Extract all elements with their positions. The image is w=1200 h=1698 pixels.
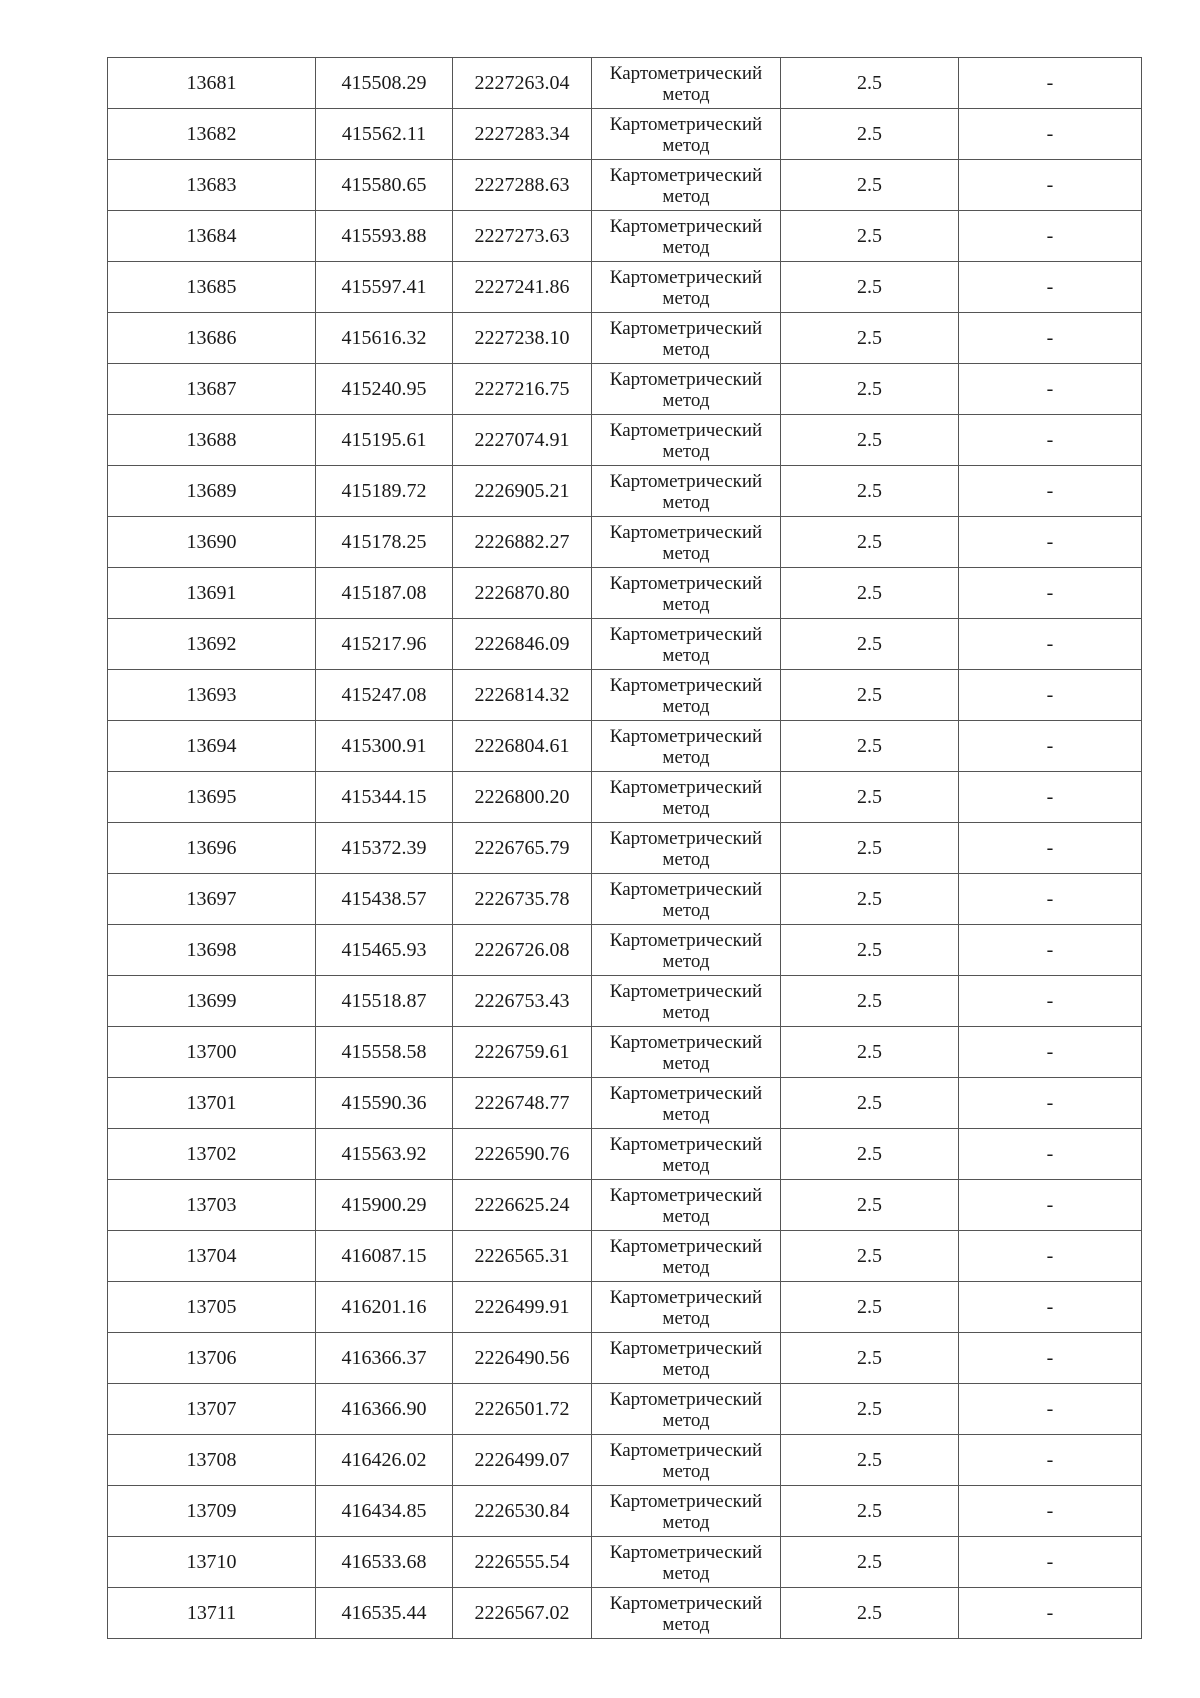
x-coordinate-cell: 415558.58 (316, 1027, 453, 1078)
y-coordinate-cell: 2226490.56 (453, 1333, 592, 1384)
method-line-1: Картометрический (609, 521, 763, 543)
point-number-cell: 13705 (108, 1282, 316, 1333)
y-coordinate-cell: 2226748.77 (453, 1078, 592, 1129)
y-coordinate-cell: 2226765.79 (453, 823, 592, 874)
precision-cell: 2.5 (781, 364, 959, 415)
x-coordinate-cell: 415900.29 (316, 1180, 453, 1231)
method-cell (592, 415, 781, 466)
y-coordinate-cell: 2226846.09 (453, 619, 592, 670)
precision-cell: 2.5 (781, 1231, 959, 1282)
point-number-cell: 13690 (108, 517, 316, 568)
y-coordinate-cell: 2227241.86 (453, 262, 592, 313)
note-cell: - (959, 721, 1142, 772)
method-line-2: метод (662, 542, 710, 564)
precision-cell: 2.5 (781, 211, 959, 262)
y-coordinate-cell: 2226625.24 (453, 1180, 592, 1231)
method-line-2: метод (662, 1562, 710, 1584)
method-cell (592, 466, 781, 517)
x-coordinate-cell: 415240.95 (316, 364, 453, 415)
method-cell (592, 1078, 781, 1129)
note-cell: - (959, 1384, 1142, 1435)
table-row (108, 1078, 1142, 1129)
method-cell (592, 1537, 781, 1588)
table-row (108, 1180, 1142, 1231)
note-cell: - (959, 1078, 1142, 1129)
note-cell: - (959, 670, 1142, 721)
method-line-2: метод (662, 185, 710, 207)
note-cell: - (959, 415, 1142, 466)
method-line-1: Картометрический (609, 572, 763, 594)
y-coordinate-cell: 2226800.20 (453, 772, 592, 823)
point-number-cell: 13707 (108, 1384, 316, 1435)
precision-cell: 2.5 (781, 58, 959, 109)
table-row (108, 976, 1142, 1027)
precision-cell: 2.5 (781, 568, 959, 619)
point-number-cell: 13697 (108, 874, 316, 925)
table-row (108, 619, 1142, 670)
x-coordinate-cell: 415597.41 (316, 262, 453, 313)
table-row (108, 568, 1142, 619)
point-number-cell: 13691 (108, 568, 316, 619)
x-coordinate-cell: 415178.25 (316, 517, 453, 568)
y-coordinate-cell: 2226499.07 (453, 1435, 592, 1486)
method-cell (592, 1588, 781, 1639)
method-line-1: Картометрический (609, 776, 763, 798)
table-row (108, 466, 1142, 517)
note-cell: - (959, 1027, 1142, 1078)
method-line-1: Картометрический (609, 623, 763, 645)
note-cell: - (959, 772, 1142, 823)
method-line-2: метод (662, 1307, 710, 1329)
x-coordinate-cell: 416533.68 (316, 1537, 453, 1588)
method-line-2: метод (662, 1001, 710, 1023)
precision-cell: 2.5 (781, 313, 959, 364)
method-line-2: метод (662, 797, 710, 819)
point-number-cell: 13698 (108, 925, 316, 976)
note-cell: - (959, 1537, 1142, 1588)
precision-cell: 2.5 (781, 1282, 959, 1333)
note-cell: - (959, 619, 1142, 670)
y-coordinate-cell: 2227074.91 (453, 415, 592, 466)
method-line-1: Картометрический (609, 215, 763, 237)
y-coordinate-cell: 2226759.61 (453, 1027, 592, 1078)
precision-cell: 2.5 (781, 466, 959, 517)
note-cell: - (959, 466, 1142, 517)
x-coordinate-cell: 415189.72 (316, 466, 453, 517)
method-cell (592, 109, 781, 160)
method-line-2: метод (662, 644, 710, 666)
precision-cell: 2.5 (781, 109, 959, 160)
note-cell: - (959, 1435, 1142, 1486)
y-coordinate-cell: 2226501.72 (453, 1384, 592, 1435)
coordinates-table-body (108, 58, 1142, 1639)
precision-cell: 2.5 (781, 1486, 959, 1537)
point-number-cell: 13699 (108, 976, 316, 1027)
point-number-cell: 13709 (108, 1486, 316, 1537)
method-line-2: метод (662, 1205, 710, 1227)
point-number-cell: 13682 (108, 109, 316, 160)
precision-cell: 2.5 (781, 619, 959, 670)
note-cell: - (959, 1231, 1142, 1282)
x-coordinate-cell: 415187.08 (316, 568, 453, 619)
x-coordinate-cell: 415300.91 (316, 721, 453, 772)
y-coordinate-cell: 2226804.61 (453, 721, 592, 772)
point-number-cell: 13695 (108, 772, 316, 823)
note-cell: - (959, 925, 1142, 976)
method-line-2: метод (662, 491, 710, 513)
precision-cell: 2.5 (781, 1435, 959, 1486)
method-line-2: метод (662, 1511, 710, 1533)
y-coordinate-cell: 2226726.08 (453, 925, 592, 976)
point-number-cell: 13702 (108, 1129, 316, 1180)
x-coordinate-cell: 415465.93 (316, 925, 453, 976)
method-line-1: Картометрический (609, 317, 763, 339)
point-number-cell: 13701 (108, 1078, 316, 1129)
table-row (108, 1129, 1142, 1180)
precision-cell: 2.5 (781, 874, 959, 925)
note-cell: - (959, 517, 1142, 568)
precision-cell: 2.5 (781, 721, 959, 772)
precision-cell: 2.5 (781, 925, 959, 976)
point-number-cell: 13685 (108, 262, 316, 313)
method-line-1: Картометрический (609, 1286, 763, 1308)
y-coordinate-cell: 2227273.63 (453, 211, 592, 262)
point-number-cell: 13696 (108, 823, 316, 874)
x-coordinate-cell: 416434.85 (316, 1486, 453, 1537)
precision-cell: 2.5 (781, 1588, 959, 1639)
note-cell: - (959, 58, 1142, 109)
method-line-2: метод (662, 593, 710, 615)
x-coordinate-cell: 415563.92 (316, 1129, 453, 1180)
method-line-1: Картометрический (609, 1439, 763, 1461)
precision-cell: 2.5 (781, 1078, 959, 1129)
note-cell: - (959, 1129, 1142, 1180)
method-cell (592, 976, 781, 1027)
x-coordinate-cell: 415518.87 (316, 976, 453, 1027)
point-number-cell: 13692 (108, 619, 316, 670)
method-cell (592, 1180, 781, 1231)
method-line-2: метод (662, 1256, 710, 1278)
x-coordinate-cell: 415616.32 (316, 313, 453, 364)
note-cell: - (959, 1486, 1142, 1537)
method-line-1: Картометрический (609, 368, 763, 390)
x-coordinate-cell: 415217.96 (316, 619, 453, 670)
method-line-2: метод (662, 134, 710, 156)
y-coordinate-cell: 2226905.21 (453, 466, 592, 517)
method-cell (592, 823, 781, 874)
note-cell: - (959, 160, 1142, 211)
method-cell (592, 1027, 781, 1078)
table-row (108, 364, 1142, 415)
method-line-2: метод (662, 746, 710, 768)
point-number-cell: 13684 (108, 211, 316, 262)
precision-cell: 2.5 (781, 160, 959, 211)
method-line-1: Картометрический (609, 674, 763, 696)
y-coordinate-cell: 2226735.78 (453, 874, 592, 925)
x-coordinate-cell: 415372.39 (316, 823, 453, 874)
method-line-2: метод (662, 83, 710, 105)
table-row (108, 1333, 1142, 1384)
point-number-cell: 13700 (108, 1027, 316, 1078)
table-row (108, 160, 1142, 211)
method-cell (592, 517, 781, 568)
table-row (108, 1384, 1142, 1435)
x-coordinate-cell: 415508.29 (316, 58, 453, 109)
method-line-1: Картометрический (609, 1082, 763, 1104)
method-cell (592, 211, 781, 262)
y-coordinate-cell: 2226567.02 (453, 1588, 592, 1639)
table-row (108, 109, 1142, 160)
precision-cell: 2.5 (781, 1180, 959, 1231)
table-row (108, 262, 1142, 313)
table-row (108, 874, 1142, 925)
method-cell (592, 568, 781, 619)
method-cell (592, 1231, 781, 1282)
x-coordinate-cell: 415562.11 (316, 109, 453, 160)
y-coordinate-cell: 2227288.63 (453, 160, 592, 211)
method-line-1: Картометрический (609, 1541, 763, 1563)
point-number-cell: 13694 (108, 721, 316, 772)
table-row (108, 1027, 1142, 1078)
y-coordinate-cell: 2227283.34 (453, 109, 592, 160)
method-line-1: Картометрический (609, 1337, 763, 1359)
point-number-cell: 13703 (108, 1180, 316, 1231)
method-cell (592, 364, 781, 415)
x-coordinate-cell: 416201.16 (316, 1282, 453, 1333)
method-cell (592, 772, 781, 823)
y-coordinate-cell: 2227216.75 (453, 364, 592, 415)
method-line-1: Картометрический (609, 725, 763, 747)
point-number-cell: 13706 (108, 1333, 316, 1384)
note-cell: - (959, 976, 1142, 1027)
coordinates-table (107, 57, 1142, 1639)
method-cell (592, 1282, 781, 1333)
note-cell: - (959, 364, 1142, 415)
table-row (108, 313, 1142, 364)
table-row (108, 1231, 1142, 1282)
precision-cell: 2.5 (781, 517, 959, 568)
method-line-2: метод (662, 1409, 710, 1431)
method-line-2: метод (662, 1358, 710, 1380)
table-row (108, 1435, 1142, 1486)
x-coordinate-cell: 416366.90 (316, 1384, 453, 1435)
y-coordinate-cell: 2227263.04 (453, 58, 592, 109)
y-coordinate-cell: 2226530.84 (453, 1486, 592, 1537)
method-cell (592, 1129, 781, 1180)
x-coordinate-cell: 416366.37 (316, 1333, 453, 1384)
note-cell: - (959, 109, 1142, 160)
method-line-1: Картометрический (609, 164, 763, 186)
method-line-1: Картометрический (609, 113, 763, 135)
method-cell (592, 619, 781, 670)
y-coordinate-cell: 2227238.10 (453, 313, 592, 364)
point-number-cell: 13688 (108, 415, 316, 466)
table-row (108, 1588, 1142, 1639)
table-row (108, 1537, 1142, 1588)
method-cell (592, 1435, 781, 1486)
y-coordinate-cell: 2226565.31 (453, 1231, 592, 1282)
point-number-cell: 13704 (108, 1231, 316, 1282)
method-cell (592, 1486, 781, 1537)
method-line-2: метод (662, 848, 710, 870)
method-line-1: Картометрический (609, 1031, 763, 1053)
note-cell: - (959, 313, 1142, 364)
method-line-2: метод (662, 287, 710, 309)
method-cell (592, 721, 781, 772)
y-coordinate-cell: 2226499.91 (453, 1282, 592, 1333)
precision-cell: 2.5 (781, 772, 959, 823)
method-line-1: Картометрический (609, 1235, 763, 1257)
method-line-2: метод (662, 950, 710, 972)
method-cell (592, 874, 781, 925)
method-line-1: Картометрический (609, 929, 763, 951)
method-line-2: метод (662, 695, 710, 717)
note-cell: - (959, 262, 1142, 313)
method-line-1: Картометрический (609, 878, 763, 900)
y-coordinate-cell: 2226870.80 (453, 568, 592, 619)
x-coordinate-cell: 415247.08 (316, 670, 453, 721)
method-line-1: Картометрический (609, 1388, 763, 1410)
note-cell: - (959, 1588, 1142, 1639)
table-row (108, 772, 1142, 823)
method-line-2: метод (662, 236, 710, 258)
method-line-1: Картометрический (609, 62, 763, 84)
precision-cell: 2.5 (781, 1537, 959, 1588)
note-cell: - (959, 823, 1142, 874)
table-row (108, 415, 1142, 466)
method-line-1: Картометрический (609, 827, 763, 849)
method-line-2: метод (662, 338, 710, 360)
method-line-1: Картометрический (609, 980, 763, 1002)
table-row (108, 1282, 1142, 1333)
note-cell: - (959, 211, 1142, 262)
table-row (108, 925, 1142, 976)
x-coordinate-cell: 415344.15 (316, 772, 453, 823)
table-row (108, 823, 1142, 874)
precision-cell: 2.5 (781, 976, 959, 1027)
table-row (108, 58, 1142, 109)
y-coordinate-cell: 2226753.43 (453, 976, 592, 1027)
point-number-cell: 13681 (108, 58, 316, 109)
x-coordinate-cell: 416535.44 (316, 1588, 453, 1639)
point-number-cell: 13683 (108, 160, 316, 211)
y-coordinate-cell: 2226555.54 (453, 1537, 592, 1588)
precision-cell: 2.5 (781, 670, 959, 721)
method-line-1: Картометрический (609, 1184, 763, 1206)
x-coordinate-cell: 415195.61 (316, 415, 453, 466)
method-cell (592, 1384, 781, 1435)
table-row (108, 721, 1142, 772)
table-row (108, 1486, 1142, 1537)
note-cell: - (959, 1333, 1142, 1384)
note-cell: - (959, 1282, 1142, 1333)
method-line-2: метод (662, 389, 710, 411)
note-cell: - (959, 568, 1142, 619)
point-number-cell: 13693 (108, 670, 316, 721)
method-line-2: метод (662, 1052, 710, 1074)
precision-cell: 2.5 (781, 1027, 959, 1078)
point-number-cell: 13708 (108, 1435, 316, 1486)
method-cell (592, 313, 781, 364)
method-line-1: Картометрический (609, 1592, 763, 1614)
method-line-1: Картометрический (609, 419, 763, 441)
precision-cell: 2.5 (781, 1333, 959, 1384)
x-coordinate-cell: 415438.57 (316, 874, 453, 925)
method-cell (592, 58, 781, 109)
method-cell (592, 262, 781, 313)
table-row (108, 211, 1142, 262)
precision-cell: 2.5 (781, 1129, 959, 1180)
table-row (108, 517, 1142, 568)
x-coordinate-cell: 416087.15 (316, 1231, 453, 1282)
precision-cell: 2.5 (781, 1384, 959, 1435)
table-row (108, 670, 1142, 721)
point-number-cell: 13710 (108, 1537, 316, 1588)
method-line-2: метод (662, 1154, 710, 1176)
x-coordinate-cell: 415593.88 (316, 211, 453, 262)
x-coordinate-cell: 416426.02 (316, 1435, 453, 1486)
method-line-2: метод (662, 1460, 710, 1482)
method-line-2: метод (662, 1103, 710, 1125)
method-cell (592, 670, 781, 721)
method-line-2: метод (662, 440, 710, 462)
method-line-2: метод (662, 899, 710, 921)
method-line-1: Картометрический (609, 1490, 763, 1512)
point-number-cell: 13689 (108, 466, 316, 517)
method-line-1: Картометрический (609, 1133, 763, 1155)
point-number-cell: 13687 (108, 364, 316, 415)
method-cell (592, 925, 781, 976)
point-number-cell: 13711 (108, 1588, 316, 1639)
precision-cell: 2.5 (781, 823, 959, 874)
precision-cell: 2.5 (781, 262, 959, 313)
y-coordinate-cell: 2226882.27 (453, 517, 592, 568)
precision-cell: 2.5 (781, 415, 959, 466)
method-line-1: Картометрический (609, 266, 763, 288)
method-cell (592, 1333, 781, 1384)
note-cell: - (959, 874, 1142, 925)
y-coordinate-cell: 2226590.76 (453, 1129, 592, 1180)
method-cell (592, 160, 781, 211)
note-cell: - (959, 1180, 1142, 1231)
method-line-2: метод (662, 1613, 710, 1635)
x-coordinate-cell: 415580.65 (316, 160, 453, 211)
method-line-1: Картометрический (609, 470, 763, 492)
x-coordinate-cell: 415590.36 (316, 1078, 453, 1129)
y-coordinate-cell: 2226814.32 (453, 670, 592, 721)
point-number-cell: 13686 (108, 313, 316, 364)
